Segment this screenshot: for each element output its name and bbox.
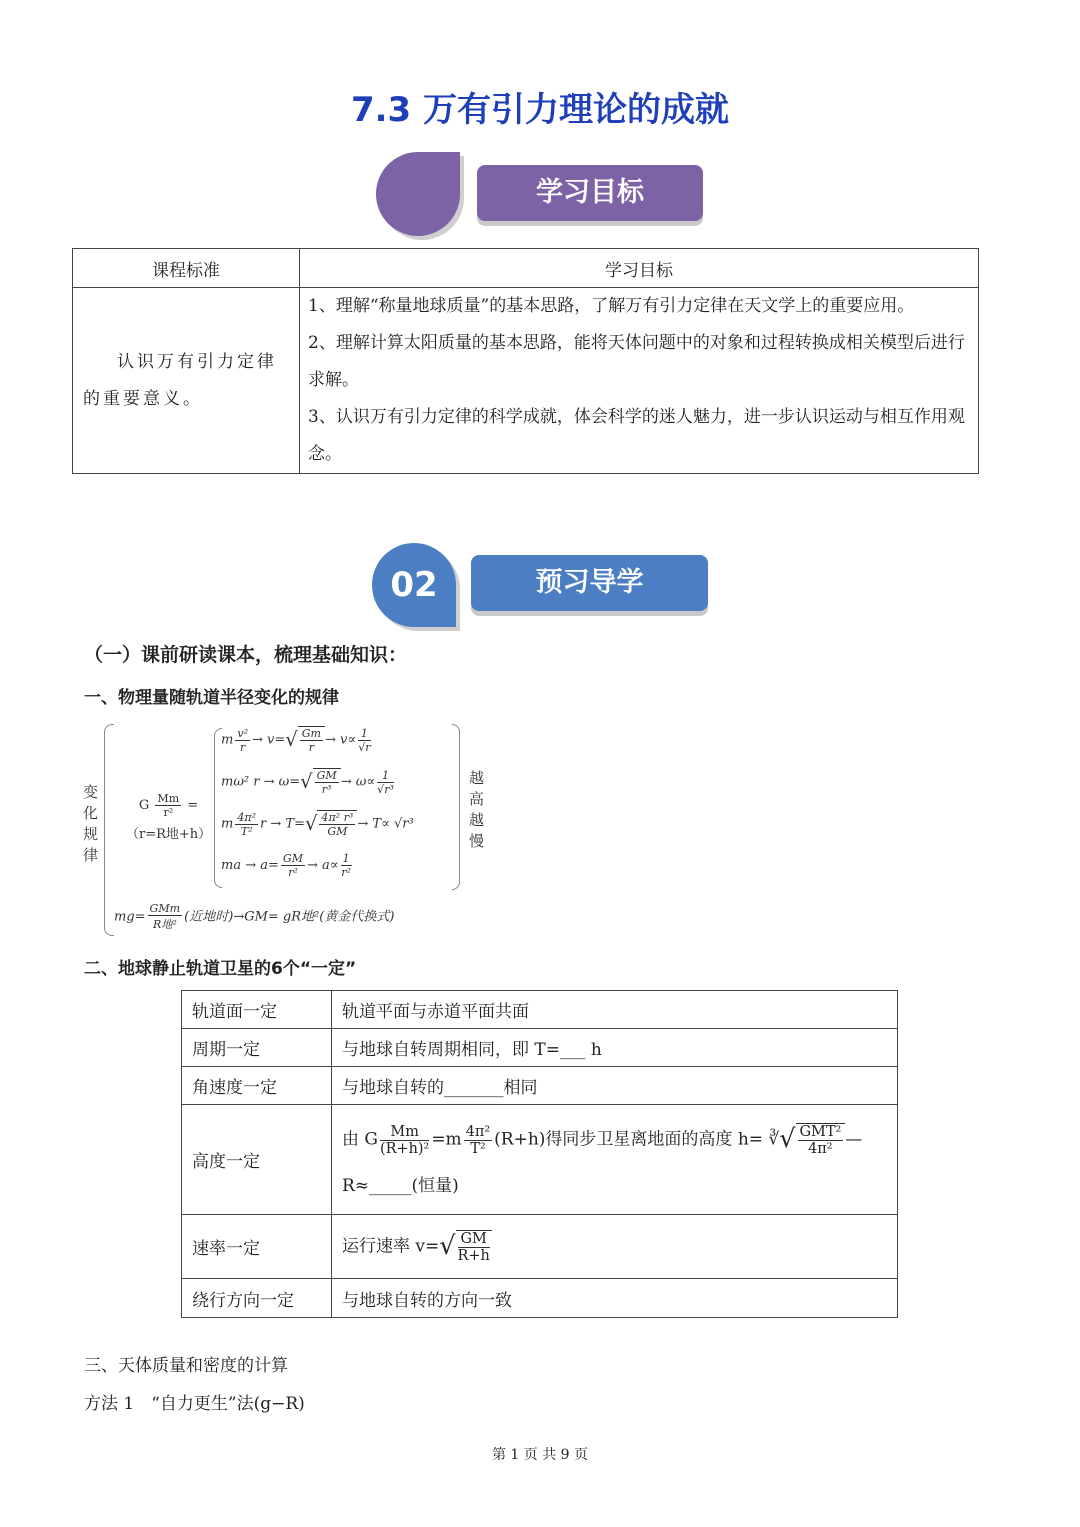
square-root	[779, 1123, 845, 1157]
numerator: GM	[316, 769, 337, 782]
denominator: T²	[470, 1140, 486, 1157]
formula-row	[221, 852, 354, 879]
radical-sign-icon: √	[304, 812, 318, 836]
numerator: GMT²	[799, 1124, 842, 1140]
fraction	[798, 1124, 844, 1157]
row-content: 与地球自转的_______相同	[332, 1067, 898, 1105]
fraction	[235, 811, 258, 838]
row-content: 轨道平面与赤道平面共面	[332, 991, 898, 1029]
radical-sign-icon: √	[300, 770, 313, 794]
near-earth-formula	[114, 902, 394, 932]
den: r²	[163, 806, 174, 819]
formula-row	[221, 810, 414, 838]
formula-text: → v∝	[325, 732, 357, 748]
radical-sign-icon: √	[285, 728, 298, 752]
fraction	[358, 727, 370, 754]
gravity-expression	[126, 792, 211, 842]
square-root	[285, 726, 325, 754]
section-label-preview: 预习导学	[471, 555, 708, 611]
formula-text: r → T=	[260, 816, 305, 832]
radius-definition: （r=R地+h）	[126, 827, 212, 842]
fraction	[319, 811, 355, 838]
radicand	[317, 810, 357, 838]
formula-text: → v=	[252, 732, 286, 748]
fraction	[464, 1124, 492, 1157]
denominator: R地²	[152, 918, 177, 931]
row-label: 轨道面一定	[182, 991, 332, 1029]
numerator: Mm	[380, 1124, 429, 1141]
denominator: r²	[341, 866, 351, 879]
numerator: 1	[358, 727, 370, 741]
heading-geostationary: 二、地球静止轨道卫星的6个“一定”	[84, 959, 357, 979]
row-content: 与地球自转周期相同，即 T=___ h	[332, 1029, 898, 1067]
radicand	[796, 1123, 846, 1157]
height-formula	[342, 1123, 887, 1157]
fraction	[300, 727, 323, 754]
goals-list	[300, 288, 979, 474]
page-footer: 第 1 页 共 9 页	[491, 1447, 589, 1463]
document-title: 7.3 万有引力理论的成就	[350, 90, 730, 130]
heading-preview-reading: （一）课前研读课本，梳理基础知识：	[84, 644, 408, 666]
goal-item: 3、认识万有引力定律的科学成就，体会科学的迷人魅力，进一步认识运动与相互作用观念。	[308, 407, 965, 464]
label-change-rule: 变化规律	[81, 784, 99, 868]
fraction	[235, 727, 250, 754]
numerator: GM	[282, 852, 304, 865]
formula-text: mg=	[114, 909, 146, 925]
square-root	[439, 1230, 492, 1264]
numerator: GMm	[149, 902, 181, 915]
numerator: v²	[237, 726, 248, 740]
fraction	[281, 852, 305, 879]
formula-text: m	[221, 732, 234, 748]
section-badge-icon	[376, 152, 460, 236]
denominator: GM	[327, 825, 348, 838]
section-number-badge: 02	[372, 543, 456, 627]
right-bracket	[452, 724, 460, 890]
formula-text: → T∝ √r³	[357, 816, 414, 832]
header-standard: 课程标准	[73, 249, 300, 288]
radicand	[298, 726, 325, 754]
fraction	[315, 769, 339, 796]
numerator: 4π² r³	[321, 811, 354, 824]
denominator: 4π²	[808, 1141, 833, 1157]
method-1: 方法 1 “自力更生”法(g−R)	[84, 1394, 305, 1414]
fraction	[377, 769, 394, 796]
numerator: GM	[458, 1231, 490, 1248]
fraction	[341, 852, 352, 879]
row-content	[332, 1105, 898, 1215]
g-symbol: G	[138, 798, 150, 813]
radicand	[456, 1230, 492, 1264]
formula-row	[221, 768, 396, 796]
denominator: √r³	[377, 782, 394, 796]
row-content	[332, 1215, 898, 1279]
left-brace	[104, 724, 114, 936]
denominator: r	[308, 741, 314, 754]
row-label: 速率一定	[182, 1215, 332, 1279]
numerator: Gm	[301, 727, 322, 740]
square-root	[300, 768, 341, 796]
formula-text: m	[221, 816, 234, 832]
speed-formula	[342, 1230, 887, 1264]
formula-text: =m	[431, 1129, 462, 1150]
goal-item: 2、理解计算太阳质量的基本思路，能将天体问题中的对象和过程转换成相关模型后进行求解。	[308, 333, 965, 390]
label-higher-slower: 越高越慢	[467, 770, 485, 854]
header-goals: 学习目标	[300, 249, 979, 288]
denominator: r³	[321, 783, 332, 796]
radical-sign-icon: √	[439, 1230, 456, 1261]
row-label: 高度一定	[182, 1105, 332, 1215]
numerator: 1	[377, 769, 394, 783]
radicand	[313, 768, 341, 796]
geostationary-table	[181, 990, 898, 1318]
denominator: R+h	[457, 1247, 490, 1264]
row-label: 绕行方向一定	[182, 1279, 332, 1318]
fraction	[148, 902, 183, 932]
section-label-learning-goals: 学习目标	[477, 165, 703, 221]
square-root	[305, 810, 357, 838]
numerator: 4π²	[465, 1123, 491, 1140]
heading-mass-density: 三、天体质量和密度的计算	[84, 1356, 288, 1376]
formula-text: → ω∝	[340, 774, 376, 790]
formula-text: (近地时)→GM= gR地²(黄金代换式)	[184, 909, 395, 925]
goals-table	[72, 248, 979, 474]
row-content: 与地球自转的方向一致	[332, 1279, 898, 1318]
denominator: T²	[240, 824, 253, 838]
fraction	[380, 1124, 429, 1157]
num: Mm	[157, 792, 180, 805]
formula-text: → a∝	[307, 858, 339, 873]
heading-orbit-radius: 一、物理量随轨道半径变化的规律	[84, 688, 339, 708]
radius-blank: R≈_____(恒量)	[342, 1176, 459, 1196]
formula-text: 由 G	[342, 1129, 378, 1150]
numerator: 4π²	[237, 810, 257, 824]
radical-sign-icon: √	[779, 1124, 796, 1155]
row-label: 角速度一定	[182, 1067, 332, 1105]
equals: =	[187, 798, 199, 813]
denominator: r	[240, 740, 246, 754]
formula-text: 运行速率 v=	[342, 1236, 440, 1256]
formula-text: —	[845, 1129, 863, 1150]
denominator: r²	[288, 866, 298, 879]
numerator: 1	[342, 852, 350, 865]
row-label: 周期一定	[182, 1029, 332, 1067]
formula-row	[221, 726, 373, 754]
denominator: √r	[358, 740, 371, 754]
formula-text: (R+h)得同步卫星离地面的高度 h= ∛	[494, 1129, 780, 1150]
formula-text: mω² r → ω=	[221, 774, 301, 790]
course-standard: 认识万有引力定律的重要意义。	[73, 288, 300, 474]
formula-text: ma → a=	[221, 858, 279, 873]
goal-item: 1、理解“称量地球质量”的基本思路，了解万有引力定律在天文学上的重要应用。	[308, 296, 915, 316]
orbit-formula-diagram	[81, 722, 506, 940]
fraction	[458, 1231, 490, 1264]
denominator: (R+h)²	[379, 1140, 430, 1157]
